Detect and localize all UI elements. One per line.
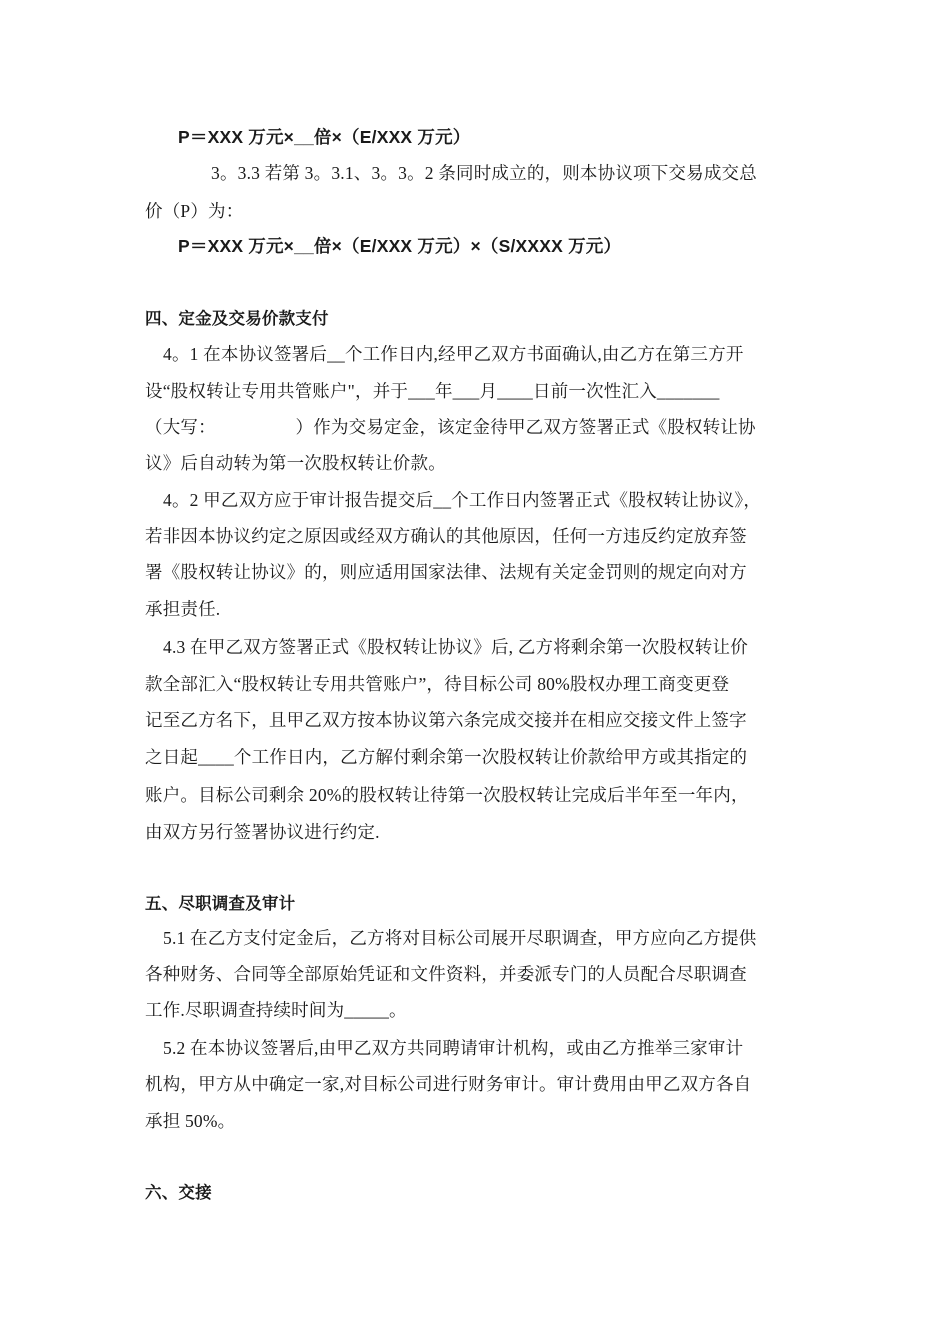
clause-4-1-line-3: （大写： ）作为交易定金，该定金待甲乙双方签署正式《股权转让协 <box>145 417 756 437</box>
clause-5-1-line-1: 5.1 在乙方支付定金后，乙方将对目标公司展开尽职调查，甲方应向乙方提供 <box>163 928 757 948</box>
section-5-heading: 五、尽职调查及审计 <box>145 894 296 913</box>
clause-4-2-line-1: 4。2 甲乙双方应于审计报告提交后__个工作日内签署正式《股权转让协议》， <box>163 490 762 510</box>
clause-4-1-line-1: 4。1 在本协议签署后__个工作日内,经甲乙双方书面确认,由乙方在第三方开 <box>163 344 744 364</box>
clause-4-3-line-5: 账户。目标公司剩余 20%的股权转让待第一次股权转让完成后半年至一年内， <box>145 785 749 805</box>
clause-4-2-line-3: 署《股权转让协议》的，则应适用国家法律、法规有关定金罚则的规定向对方 <box>145 562 747 582</box>
clause-4-1-line-2: 设“股权转让专用共管账户"，并于___年___月____日前一次性汇入_______ <box>145 381 720 401</box>
clause-5-2-line-3: 承担 50%。 <box>145 1111 236 1131</box>
clause-5-2-line-1: 5.2 在本协议签署后,由甲乙双方共同聘请审计机构，或由乙方推举三家审计 <box>163 1038 744 1058</box>
clause-5-1-line-2: 各种财务、合同等全部原始凭证和文件资料，并委派专门的人员配合尽职调查 <box>145 964 747 984</box>
price-formula-2: P＝XXX 万元×__倍×（E/XXX 万元）×（S/XXXX 万元） <box>178 236 622 256</box>
section-4-heading: 四、定金及交易价款支付 <box>145 309 329 328</box>
clause-3-3-line-2: 价（P）为： <box>145 201 244 221</box>
clause-4-3-line-4: 之日起____个工作日内，乙方解付剩余第一次股权转让价款给甲方或其指定的 <box>145 747 748 767</box>
clause-4-2-line-4: 承担责任. <box>145 599 221 619</box>
clause-5-2-line-2: 机构，甲方从中确定一家,对目标公司进行财务审计。审计费用由甲乙双方各自 <box>145 1074 752 1094</box>
section-6-heading: 六、交接 <box>145 1183 212 1202</box>
clause-4-1-line-4: 议》后自动转为第一次股权转让价款。 <box>145 453 446 473</box>
clause-4-2-line-2: 若非因本协议约定之原因或经双方确认的其他原因，任何一方违反约定放弃签 <box>145 526 747 546</box>
clause-4-3-line-2: 款全部汇入“股权转让专用共管账户”，待目标公司 80%股权办理工商变更登 <box>145 674 730 694</box>
clause-3-3-line-1: 3。3.3 若第 3。3.1、3。3。2 条同时成立的，则本协议项下交易成交总 <box>211 163 757 183</box>
clause-4-3-line-3: 记至乙方名下，且甲乙双方按本协议第六条完成交接并在相应交接文件上签字 <box>145 710 747 730</box>
clause-4-3-line-1: 4.3 在甲乙双方签署正式《股权转让协议》后, 乙方将剩余第一次股权转让价 <box>163 637 748 657</box>
clause-4-3-line-6: 由双方另行签署协议进行约定. <box>145 822 380 842</box>
price-formula-1: P＝XXX 万元×__倍×（E/XXX 万元） <box>178 127 471 147</box>
clause-5-1-line-3: 工作.尽职调查持续时间为_____。 <box>145 1000 407 1020</box>
